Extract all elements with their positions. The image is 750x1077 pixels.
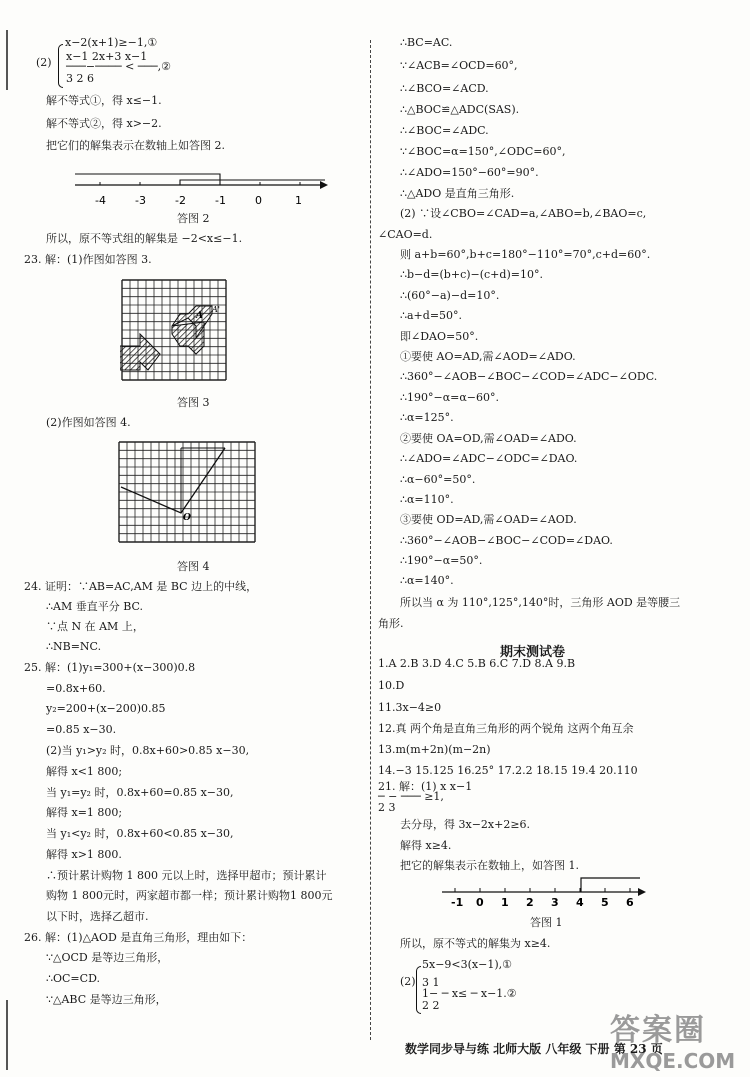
watermark-url: MXQE.COM bbox=[610, 1049, 736, 1073]
text-line: ∴∠BCO=∠ACD. bbox=[400, 82, 489, 95]
text-line: ∴∠BOC=∠ADC. bbox=[400, 124, 489, 137]
text-line: 则 a+b=60°,b+c=180°−110°=70°,c+d=60°. bbox=[400, 248, 651, 261]
text-line: 以下时，选择乙超市. bbox=[46, 910, 149, 923]
text-line: 当 y₁<y₂ 时，0.8x+60<0.85 x−30, bbox=[46, 827, 234, 840]
tick-label: -4 bbox=[95, 194, 106, 207]
text-line: =0.85 x−30. bbox=[46, 723, 117, 736]
text-line: 25. 解：(1)y₁=300+(x−300)0.8 bbox=[24, 661, 196, 674]
text-line: ∴OC=CD. bbox=[46, 972, 100, 985]
text-line: 1− ─ x≤ ─ x−1.② bbox=[422, 987, 517, 1000]
svg-text:A': A' bbox=[212, 305, 220, 314]
margin-mark bbox=[6, 30, 8, 90]
watermark-title: 答案圈 bbox=[610, 1013, 706, 1048]
text-line: ∴BC=AC. bbox=[400, 36, 453, 49]
text-line: 解得 x>1 800. bbox=[46, 848, 122, 861]
tick-label: -3 bbox=[135, 194, 146, 207]
margin-mark bbox=[6, 1000, 8, 1070]
text-line: 即∠DAO=50°. bbox=[400, 330, 479, 343]
text-line: 当 y₁=y₂ 时，0.8x+60=0.85 x−30, bbox=[46, 786, 234, 799]
text-line: ∴α=140°. bbox=[400, 574, 454, 587]
text-line: 3 2 6 bbox=[66, 72, 94, 85]
tick-label: 5 bbox=[601, 896, 609, 909]
text-line: 解得 x=1 800; bbox=[46, 806, 123, 819]
text-line: 2 2 bbox=[422, 999, 440, 1012]
text-line: 14.−3 15.125 16.25° 17.2.2 18.15 19.4 20.110 bbox=[378, 764, 638, 777]
tick-label: -1 bbox=[451, 896, 464, 909]
text-line: 13.m(m+2n)(m−2n) bbox=[378, 743, 491, 756]
number-line-figure-1 bbox=[440, 872, 650, 912]
text-line: 解不等式②，得 x>−2. bbox=[46, 117, 162, 130]
system-brace bbox=[58, 44, 63, 88]
text-line: (2) bbox=[400, 975, 416, 988]
text-line: 把它的解集表示在数轴上，如答图 1. bbox=[400, 859, 579, 872]
text-line: 把它们的解集表示在数轴上如答图 2. bbox=[46, 139, 225, 152]
tick-label: 4 bbox=[576, 896, 584, 909]
text-line: ∵∠BOC=α=150°,∠ODC=60°, bbox=[400, 145, 566, 158]
text-line: ∴AM 垂直平分 BC. bbox=[46, 600, 144, 613]
text-line: 所以当 α 为 110°,125°,140°时，三角形 AOD 是等腰三 bbox=[400, 596, 681, 609]
text-line: (2)作图如答图 4. bbox=[46, 416, 131, 429]
text-line: 解得 x≥4. bbox=[400, 839, 452, 852]
text-line: ∵点 N 在 AM 上， bbox=[46, 620, 144, 633]
grid-figure-3 bbox=[120, 278, 230, 384]
text-line: x−2(x+1)≥−1,① bbox=[65, 36, 158, 49]
text-line: ①要使 AO=AD,需∠AOD=∠ADO. bbox=[400, 350, 576, 363]
text-line: ∴190°−α=α−60°. bbox=[400, 391, 499, 404]
svg-text:A: A bbox=[196, 311, 203, 321]
section-title: 期末测试卷 bbox=[500, 645, 566, 660]
tick-label: 0 bbox=[476, 896, 484, 909]
svg-text:O: O bbox=[183, 513, 191, 523]
text-line: 答图 3 bbox=[177, 396, 210, 409]
text-line: ∴△ADO 是直角三角形. bbox=[400, 187, 515, 200]
text-line: ∵∠ACB=∠OCD=60°, bbox=[400, 59, 518, 72]
text-line: (2) bbox=[36, 56, 52, 69]
text-line: ∴△BOC≌△ADC(SAS). bbox=[400, 103, 520, 116]
text-line: (2) ∵设∠CBO=∠CAD=a,∠ABO=b,∠BAO=c, bbox=[400, 207, 647, 220]
text-line: 23. 解：(1)作图如答图 3. bbox=[24, 253, 152, 266]
text-line: ∵△ABC 是等边三角形， bbox=[46, 993, 167, 1006]
text-line: ∴a+d=50°. bbox=[400, 309, 463, 322]
text-line: ∵△OCD 是等边三角形， bbox=[46, 951, 169, 964]
text-line: 角形. bbox=[378, 617, 404, 630]
tick-label: 2 bbox=[526, 896, 534, 909]
text-line: 26. 解：(1)△AOD 是直角三角形，理由如下： bbox=[24, 931, 253, 944]
text-line: ∴α−60°=50°. bbox=[400, 473, 476, 486]
text-line: 答图 4 bbox=[177, 560, 210, 573]
grid-figure-4 bbox=[117, 440, 259, 546]
text-line: ∴α=110°. bbox=[400, 493, 454, 506]
text-line: ∴190°−α=50°. bbox=[400, 554, 483, 567]
text-line: 2 3 bbox=[378, 801, 396, 814]
text-line: ∴α=125°. bbox=[400, 411, 454, 424]
text-line: ∴360°−∠AOB−∠BOC−∠COD=∠ADC−∠ODC. bbox=[400, 370, 658, 383]
text-line: 10.D bbox=[378, 679, 405, 692]
text-line: ∴∠ADO=150°−60°=90°. bbox=[400, 166, 539, 179]
text-line: 答图 2 bbox=[177, 212, 210, 225]
text-line: 所以，原不等式组的解集是 −2<x≤−1. bbox=[46, 232, 243, 245]
tick-label: -2 bbox=[175, 194, 186, 207]
text-line: ∴b−d=(b+c)−(c+d)=10°. bbox=[400, 268, 543, 281]
tick-label: 3 bbox=[551, 896, 559, 909]
tick-label: 0 bbox=[255, 194, 262, 207]
text-line: 11.3x−4≥0 bbox=[378, 701, 442, 714]
text-line: 3 1 bbox=[422, 976, 440, 989]
text-line: 解不等式①，得 x≤−1. bbox=[46, 94, 162, 107]
text-line: 答图 1 bbox=[530, 916, 563, 929]
text-line: 12.真 两个角是直角三角形的两个锐角 这两个角互余 bbox=[378, 722, 634, 735]
page-footer: 数学同步导与练 北师大版 八年级 下册 第 23 页 bbox=[405, 1042, 663, 1056]
text-line: 所以，原不等式的解集为 x≥4. bbox=[400, 937, 551, 950]
tick-label: 6 bbox=[626, 896, 634, 909]
text-line: 去分母，得 3x−2x+2≥6. bbox=[400, 818, 531, 831]
text-line: 1.A 2.B 3.D 4.C 5.B 6.C 7.D 8.A 9.B bbox=[378, 657, 576, 670]
text-line: 5x−9<3(x−1),① bbox=[422, 958, 512, 971]
text-line: ∴(60°−a)−d=10°. bbox=[400, 289, 500, 302]
text-line: ∴NB=NC. bbox=[46, 640, 102, 653]
text-line: ∠CAO=d. bbox=[378, 228, 433, 241]
tick-label: 1 bbox=[501, 896, 509, 909]
system-brace bbox=[416, 966, 421, 1014]
text-line: ②要使 OA=OD,需∠OAD=∠ADO. bbox=[400, 432, 577, 445]
text-line: x−1 2x+3 x−1 bbox=[66, 50, 148, 63]
text-line: ③要使 OD=AD,需∠OAD=∠AOD. bbox=[400, 513, 577, 526]
text-line: ∴预计累计购物 1 800 元以上时，选择甲超市；预计累计 bbox=[46, 869, 327, 882]
text-line: =0.8x+60. bbox=[46, 682, 106, 695]
text-line: 21. 解：(1) x x−1 bbox=[378, 780, 473, 793]
text-line: 解得 x<1 800; bbox=[46, 765, 123, 778]
text-line: ∴∠ADO=∠ADC−∠ODC=∠DAO. bbox=[400, 452, 578, 465]
text-line: ─ − ─── ≥1, bbox=[378, 790, 444, 803]
number-line-figure-2 bbox=[70, 160, 330, 210]
text-line: ∴360°−∠AOB−∠BOC−∠COD=∠DAO. bbox=[400, 534, 613, 547]
tick-label: 1 bbox=[295, 194, 302, 207]
tick-label: -1 bbox=[215, 194, 226, 207]
column-divider bbox=[370, 40, 371, 1040]
text-line: 24. 证明：∵AB=AC,AM 是 BC 边上的中线， bbox=[24, 580, 258, 593]
text-line: 购物 1 800元时，两家超市都一样；预计累计购物1 800元 bbox=[46, 889, 333, 902]
text-line: (2)当 y₁>y₂ 时，0.8x+60>0.85 x−30, bbox=[46, 744, 250, 757]
text-line: y₂=200+(x−200)0.85 bbox=[46, 702, 166, 715]
text-line: ───−──── < ───,② bbox=[66, 60, 172, 73]
watermark-logo bbox=[610, 1005, 735, 1073]
